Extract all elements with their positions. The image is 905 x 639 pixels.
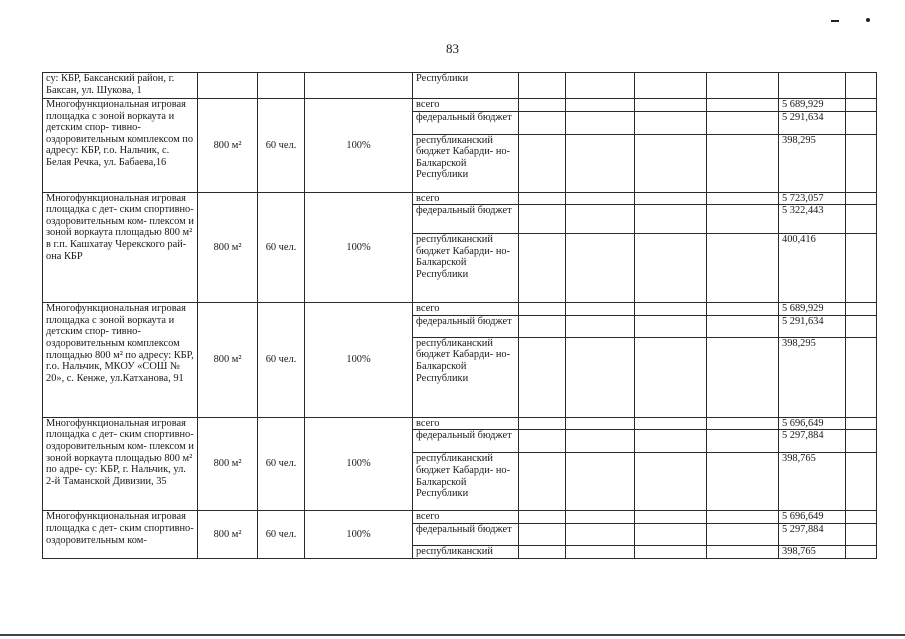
area-cell: 800 м² (198, 99, 258, 193)
object-name-cell: Многофункциональная игровая площадка с зоной воркаута и детским спор- тивно-оздоровительным комплексом площадью 800 м² по адресу: КБР, г.о. Нальчик, МКОУ «СОШ № 20», с. Кенже, ул.Катханова, 91 (43, 303, 198, 418)
empty-cell (707, 234, 779, 303)
readiness-cell: 100% (305, 99, 413, 193)
area-cell: 800 м² (198, 511, 258, 558)
empty-cell (707, 430, 779, 453)
scan-mark (866, 18, 870, 22)
capacity-cell: 60 чел. (258, 192, 305, 303)
empty-cell (519, 453, 566, 511)
empty-cell (707, 511, 779, 524)
empty-cell (635, 545, 707, 558)
object-row (43, 417, 877, 430)
empty-cell (566, 315, 635, 337)
funding-source-cell: Республики (413, 73, 519, 99)
empty-cell (635, 337, 707, 417)
funding-source-cell: федеральный бюджет (413, 430, 519, 453)
empty-cell (635, 417, 707, 430)
amount-cell: 398,765 (779, 545, 846, 558)
amount-cell: 5 696,649 (779, 417, 846, 430)
empty-cell (707, 303, 779, 316)
empty-cell (707, 134, 779, 192)
empty-cell (519, 315, 566, 337)
empty-cell (519, 523, 566, 545)
funding-source-cell: всего (413, 303, 519, 316)
object-row (43, 192, 877, 205)
area-cell: 800 м² (198, 192, 258, 303)
amount-cell: 398,765 (779, 453, 846, 511)
empty-cell (707, 205, 779, 234)
empty-cell (519, 511, 566, 524)
funding-source-cell: всего (413, 99, 519, 112)
empty-cell (519, 545, 566, 558)
empty-cell (566, 523, 635, 545)
empty-cell (707, 111, 779, 134)
empty-cell (635, 192, 707, 205)
empty-cell (635, 315, 707, 337)
object-name-cell: Многофункциональная игровая площадка с дет- ским спортивно- оздоровительным ком- плексом и зоной воркаута площадью 800 м² в г.п. Кашхатау Черекского рай- она КБР (43, 192, 198, 303)
object-row (43, 99, 877, 112)
empty-cell (635, 523, 707, 545)
empty-cell (846, 192, 877, 205)
readiness-cell: 100% (305, 192, 413, 303)
empty-cell (846, 545, 877, 558)
funding-source-cell: всего (413, 417, 519, 430)
empty-cell (635, 430, 707, 453)
funding-source-cell: федеральный бюджет (413, 523, 519, 545)
empty-cell (707, 99, 779, 112)
empty-cell (519, 234, 566, 303)
empty-cell (566, 205, 635, 234)
object-name-cell: Многофункциональная игровая площадка с зоной воркаута и детским спор- тивно-оздоровительным комплексом по адресу: КБР, г.о. Нальчик, с. Белая Речка, ул. Бабаева,16 (43, 99, 198, 193)
empty-cell (635, 99, 707, 112)
empty-cell (566, 430, 635, 453)
empty-cell (846, 417, 877, 430)
empty-cell (519, 430, 566, 453)
empty-cell (566, 417, 635, 430)
amount-cell: 5 322,443 (779, 205, 846, 234)
empty-cell (707, 545, 779, 558)
scan-mark (831, 20, 839, 22)
readiness-cell: 100% (305, 303, 413, 418)
empty-cell (519, 337, 566, 417)
empty-cell (846, 234, 877, 303)
empty-cell (846, 205, 877, 234)
empty-cell (566, 99, 635, 112)
page-bottom-edge (0, 634, 905, 636)
empty-cell (566, 511, 635, 524)
object-name-cell: Многофункциональная игровая площадка с дет- ским спортивно- оздоровительным ком- (43, 511, 198, 558)
object-name-cell: Многофункциональная игровая площадка с дет- ским спортивно- оздоровительным ком- плексом и зоной воркаута площадью 800 м² по адре- су: КБР, г. Нальчик, ул. 2-й Таманской Дивизии, 35 (43, 417, 198, 511)
empty-cell (707, 337, 779, 417)
capacity-cell: 60 чел. (258, 303, 305, 418)
empty-cell (519, 111, 566, 134)
amount-cell: 5 696,649 (779, 511, 846, 524)
funding-source-cell: всего (413, 511, 519, 524)
empty-cell (846, 99, 877, 112)
amount-cell: 398,295 (779, 337, 846, 417)
empty-cell (846, 430, 877, 453)
readiness-cell: 100% (305, 511, 413, 558)
funding-source-cell: республиканский бюджет Кабарди- но-Балкарской Республики (413, 134, 519, 192)
funding-source-cell: федеральный бюджет (413, 315, 519, 337)
funding-source-cell: республиканский (413, 545, 519, 558)
funding-source-cell: всего (413, 192, 519, 205)
empty-cell (707, 315, 779, 337)
budget-table (42, 72, 877, 559)
empty-cell (846, 337, 877, 417)
empty-cell (707, 453, 779, 511)
table-body (43, 73, 877, 559)
empty-cell (566, 303, 635, 316)
funding-source-cell: республиканский бюджет Кабарди- но-Балкарской Республики (413, 234, 519, 303)
capacity-cell: 60 чел. (258, 511, 305, 558)
empty-cell (635, 453, 707, 511)
area-cell: 800 м² (198, 417, 258, 511)
amount-cell: 400,416 (779, 234, 846, 303)
empty-cell (635, 205, 707, 234)
empty-cell (846, 315, 877, 337)
object-row (43, 511, 877, 524)
empty-cell (846, 111, 877, 134)
funding-source-cell: федеральный бюджет (413, 111, 519, 134)
empty-cell (566, 192, 635, 205)
amount-cell: 5 297,884 (779, 430, 846, 453)
area-cell: 800 м² (198, 303, 258, 418)
empty-cell (635, 303, 707, 316)
object-name-cell: су: КБР, Баксанский район, г. Баксан, ул. Шукова, 1 (43, 73, 198, 99)
empty-cell (519, 417, 566, 430)
amount-cell: 5 297,884 (779, 523, 846, 545)
empty-cell (566, 234, 635, 303)
empty-cell (566, 453, 635, 511)
empty-cell (846, 523, 877, 545)
empty-cell (846, 453, 877, 511)
object-row (43, 303, 877, 316)
empty-cell (846, 134, 877, 192)
funding-source-cell: республиканский бюджет Кабарди- но-Балкарской Республики (413, 453, 519, 511)
empty-cell (707, 417, 779, 430)
capacity-cell: 60 чел. (258, 417, 305, 511)
empty-cell (519, 205, 566, 234)
empty-cell (846, 511, 877, 524)
empty-cell (519, 99, 566, 112)
amount-cell: 5 689,929 (779, 99, 846, 112)
funding-source-cell: республиканский бюджет Кабарди- но-Балкарской Республики (413, 337, 519, 417)
empty-cell (519, 134, 566, 192)
empty-cell (707, 523, 779, 545)
empty-cell (566, 337, 635, 417)
empty-cell (519, 192, 566, 205)
capacity-cell: 60 чел. (258, 99, 305, 193)
empty-cell (566, 134, 635, 192)
readiness-cell: 100% (305, 417, 413, 511)
amount-cell: 5 723,057 (779, 192, 846, 205)
empty-cell (635, 134, 707, 192)
amount-cell: 398,295 (779, 134, 846, 192)
amount-cell: 5 689,929 (779, 303, 846, 316)
page-number: 83 (446, 41, 459, 56)
empty-cell (519, 303, 566, 316)
amount-cell: 5 291,634 (779, 315, 846, 337)
empty-cell (566, 545, 635, 558)
empty-cell (635, 511, 707, 524)
continuation-row (43, 73, 877, 99)
empty-cell (707, 192, 779, 205)
amount-cell: 5 291,634 (779, 111, 846, 134)
empty-cell (846, 303, 877, 316)
funding-source-cell: федеральный бюджет (413, 205, 519, 234)
empty-cell (566, 111, 635, 134)
empty-cell (635, 111, 707, 134)
empty-cell (635, 234, 707, 303)
